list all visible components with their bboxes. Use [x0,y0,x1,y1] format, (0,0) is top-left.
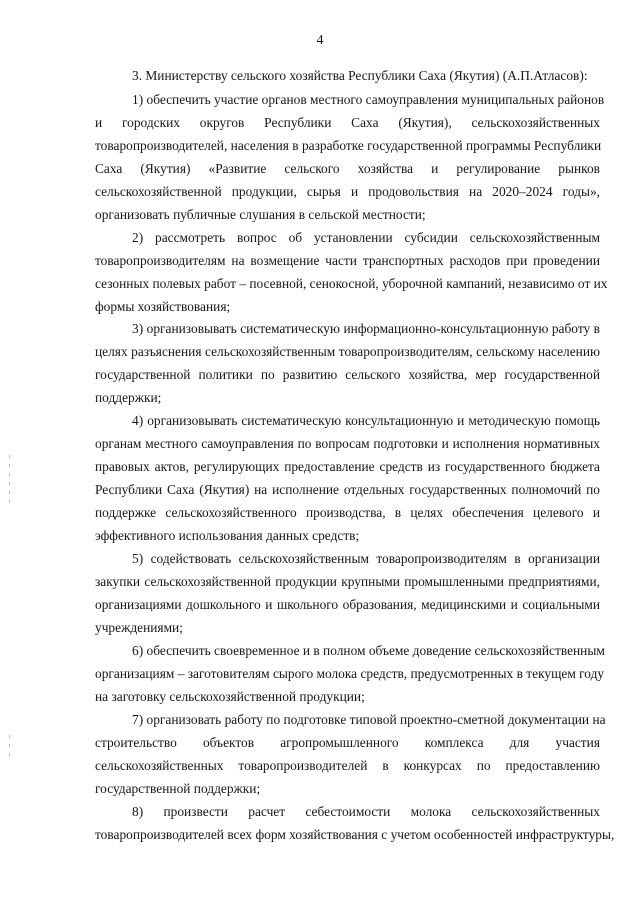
text-line: 6) обеспечить своевременное и в полном объеме доведение сельскохозяйственным [132,643,605,658]
text-line: товаропроизводителей, населения в разработке государственной программы Республики [95,138,602,153]
text-line: закупки сельскохозяйственной продукции крупными промышленными предприятиями, [95,574,600,589]
text-line: сельскохозяйственных товаропроизводителей в конкурсах по предоставлению [95,758,600,773]
text-line: 3. Министерству сельского хозяйства Республики Саха (Якутия) (А.П.Атласов): [132,68,588,83]
text-line: 2) рассмотреть вопрос об установлении субсидии сельскохозяйственным [132,230,600,245]
text-line: государственной политики по развитию сельского хозяйства, мер государственной [95,367,600,382]
text-line: государственной поддержки; [95,781,261,796]
text-line: эффективного использования данных средств; [95,528,360,543]
margin-scan-marks [9,455,11,509]
text-line: организациям – заготовителям сырого молока средств, предусмотренных в текущем году [95,666,605,681]
text-line: Республики Саха (Якутия) на исполнение отдельных государственных полномочий по [95,482,600,497]
text-line: сельскохозяйственной продукции, сырья и продовольствия на 2020–2024 годы», [95,184,600,199]
text-line: Саха (Якутия) «Развитие сельского хозяйства и регулирование рынков [95,161,600,176]
text-line: формы хозяйствования; [95,299,231,314]
text-line: на заготовку сельскохозяйственной продукции; [95,689,365,704]
text-line: товаропроизводителей всех форм хозяйствования с учетом особенностей инфраструктуры, [95,827,615,842]
text-line: целях разъяснения сельскохозяйственным товаропроизводителям, сельскому населению [95,344,600,359]
text-line: сезонных полевых работ – посевной, сенокосной, уборочной кампаний, независимо от их [95,276,608,291]
text-line: 4) организовывать систематическую консультационную и методическую помощь [132,413,600,428]
text-line: учреждениями; [95,620,183,635]
margin-scan-marks [9,735,11,762]
text-line: 1) обеспечить участие органов местного самоуправления муниципальных районов [132,92,605,107]
text-line: 5) содействовать сельскохозяйственным товаропроизводителям в организации [132,551,600,566]
text-line: организациями дошкольного и школьного образования, медицинскими и социальными [95,597,600,612]
text-line: 7) организовать работу по подготовке типовой проектно-сметной документации на [132,712,606,727]
text-line: 3) организовывать систематическую информационно-консультационную работу в [132,321,600,336]
text-line: организовать публичные слушания в сельской местности; [95,207,426,222]
text-line: 8) произвести расчет себестоимости молока сельскохозяйственных [132,804,600,819]
text-line: строительство объектов агропромышленного комплекса для участия [95,735,600,750]
text-line: правовых актов, регулирующих предоставление средств из государственного бюджета [95,459,600,474]
text-line: поддержке сельскохозяйственного производства, в целях обеспечения целевого и [95,505,600,520]
text-line: органам местного самоуправления по вопросам подготовки и исполнения нормативных [95,436,600,451]
text-line: поддержки; [95,390,162,405]
text-line: и городских округов Республики Саха (Якутия), сельскохозяйственных [95,115,600,130]
page-number: 4 [316,33,324,48]
text-line: товаропроизводителям на возмещение части транспортных расходов при проведении [95,253,600,268]
